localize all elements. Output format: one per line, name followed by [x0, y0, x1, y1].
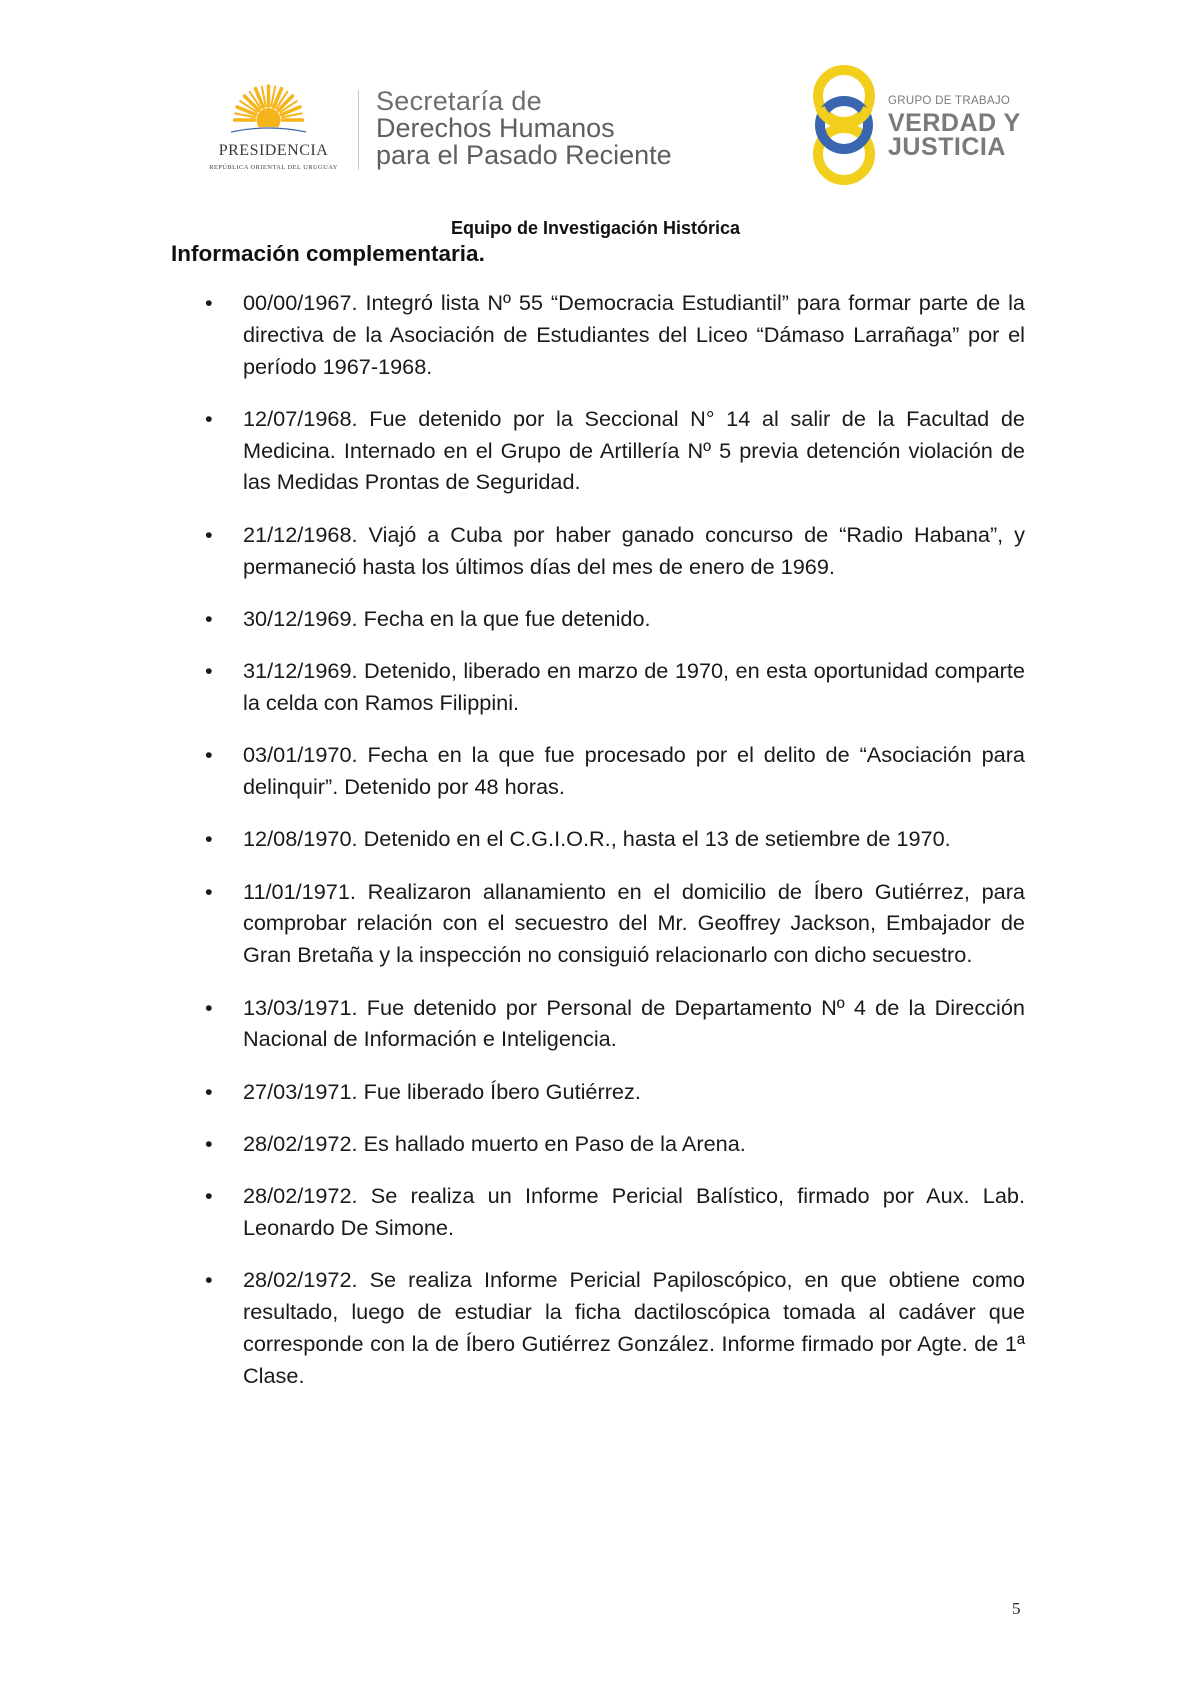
- entry-text: 00/00/1967. Integró lista Nº 55 “Democracia Estudiantil” para formar parte de la directiva de la Asociación de Estudiantes del Liceo “Dámaso Larrañaga” por el período 1967-1968.: [243, 290, 1025, 379]
- section-title: Información complementaria.: [171, 241, 485, 266]
- bullet-icon: •: [205, 521, 213, 547]
- entry-text: 28/02/1972. Se realiza un Informe Pericial Balístico, firmado por Aux. Lab. Leonardo De Simone.: [243, 1183, 1025, 1241]
- team-title: Equipo de Investigación Histórica: [450, 218, 741, 238]
- bullet-icon: •: [205, 605, 213, 631]
- verdad-label: VERDAD Y: [888, 109, 1021, 137]
- bullet-icon: •: [205, 1130, 213, 1156]
- secretaria-logo-text: [376, 88, 672, 169]
- bullet-icon: •: [205, 742, 213, 768]
- entry-text: 13/03/1971. Fue detenido por Personal de Departamento Nº 4 de la Dirección Nacional de Información e Inteligencia.: [243, 994, 1025, 1052]
- presidencia-subtitle: REPÚBLICA ORIENTAL DEL URUGUAY: [209, 164, 338, 171]
- entry-text: 30/12/1969. Fecha en la que fue detenido.: [243, 605, 651, 631]
- list-item: [205, 655, 1025, 719]
- verdad-justicia-logo: [808, 60, 1023, 190]
- interlocked-rings-icon: [808, 60, 880, 190]
- bullet-icon: •: [205, 405, 213, 431]
- page-number: 5: [1012, 1599, 1021, 1618]
- timeline-list: [205, 287, 1025, 1412]
- bullet-icon: •: [205, 1078, 213, 1104]
- list-item: [205, 823, 1025, 855]
- secretaria-line-3: para el Pasado Reciente: [376, 140, 672, 170]
- entry-text: 11/01/1971. Realizaron allanamiento en el domicilio de Íbero Gutiérrez, para comprobar relación con el secuestro del Mr. Geoffrey Jackson, Embajador de Gran Bretaña y la inspección no consiguió relacionarlo con dicho secuestro.: [243, 878, 1025, 968]
- list-item: [205, 519, 1025, 583]
- secretaria-line-2: Derechos Humanos: [376, 113, 615, 143]
- list-item: [205, 1128, 1025, 1160]
- entry-text: 21/12/1968. Viajó a Cuba por haber ganado concurso de “Radio Habana”, y permaneció hasta los últimos días del mes de enero de 1969.: [243, 521, 1025, 579]
- bullet-icon: •: [205, 290, 213, 315]
- list-item: [205, 1076, 1025, 1108]
- list-item: [205, 1264, 1025, 1391]
- list-item: [205, 603, 1025, 635]
- sun-icon: [226, 82, 311, 142]
- justicia-label: JUSTICIA: [888, 133, 1006, 161]
- header-divider: [358, 90, 359, 170]
- bullet-icon: •: [205, 878, 213, 904]
- entry-text: 12/08/1970. Detenido en el C.G.I.O.R., hasta el 13 de setiembre de 1970.: [243, 826, 951, 852]
- bullet-icon: •: [205, 826, 213, 852]
- entry-text: 27/03/1971. Fue liberado Íbero Gutiérrez.: [243, 1078, 641, 1104]
- entry-text: 28/02/1972. Es hallado muerto en Paso de la Arena.: [243, 1130, 746, 1156]
- list-item: [205, 403, 1025, 498]
- presidencia-title: PRESIDENCIA: [218, 142, 329, 159]
- entry-text: 03/01/1970. Fecha en la que fue procesado por el delito de “Asociación para delinquir”. Detenido por 48 horas.: [243, 742, 1025, 800]
- list-item: [205, 739, 1025, 803]
- bullet-icon: •: [205, 994, 213, 1020]
- list-item: [205, 287, 1025, 382]
- presidencia-logo: [196, 82, 351, 177]
- bullet-icon: •: [205, 1267, 213, 1293]
- entry-text: 28/02/1972. Se realiza Informe Pericial Papiloscópico, en que obtiene como resultado, luego de estudiar la ficha dactiloscópica tomada al cadáver que corresponde con la de Íbero Gutiérrez González. Informe firmado por Agte. de 1ª Clase.: [243, 1267, 1025, 1388]
- grupo-trabajo-label: GRUPO DE TRABAJO: [888, 95, 1011, 107]
- secretaria-line-1: Secretaría de: [376, 86, 542, 116]
- bullet-icon: •: [205, 1183, 213, 1209]
- bullet-icon: •: [205, 658, 213, 684]
- entry-text: 31/12/1969. Detenido, liberado en marzo de 1970, en esta oportunidad comparte la celda con Ramos Filippini.: [243, 658, 1025, 715]
- list-item: [205, 1180, 1025, 1244]
- list-item: [205, 992, 1025, 1056]
- entry-text: 12/07/1968. Fue detenido por la Seccional N° 14 al salir de la Facultad de Medicina. Internado en el Grupo de Artillería Nº 5 previa detención violación de las Medidas Prontas de Seguridad.: [243, 405, 1025, 495]
- list-item: [205, 876, 1025, 971]
